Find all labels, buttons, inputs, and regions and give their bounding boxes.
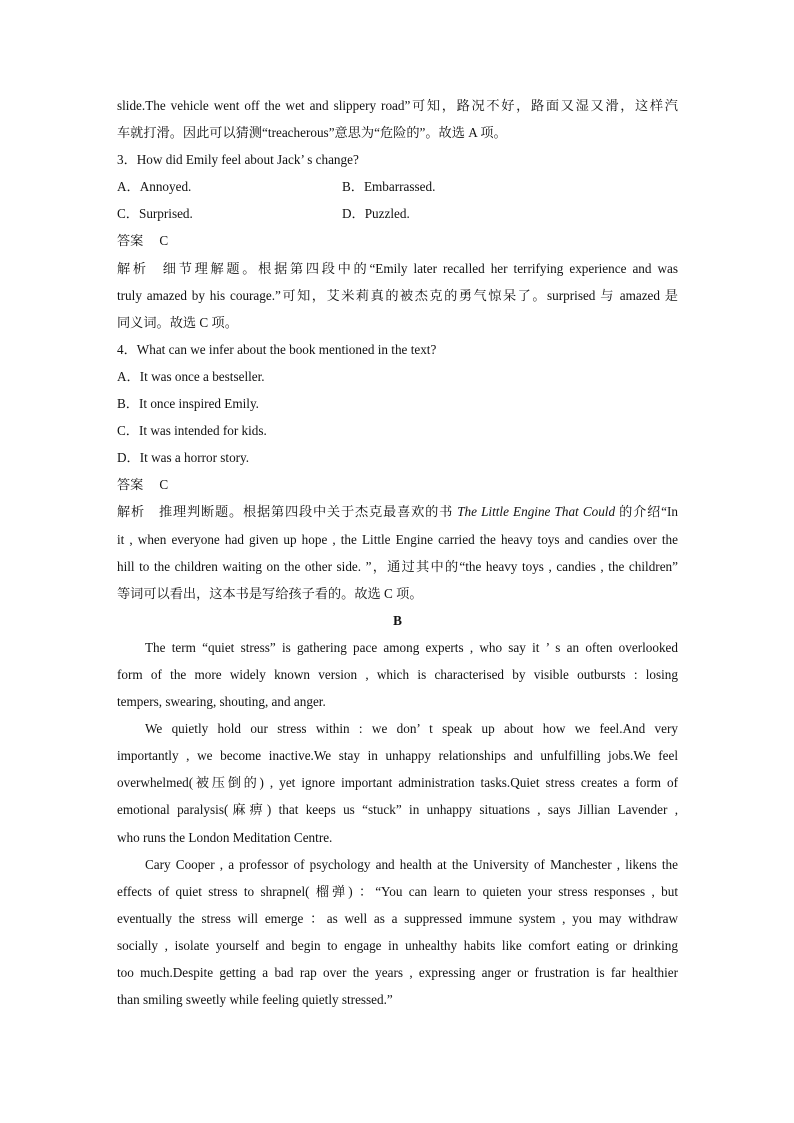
paragraph-line: tempers, swearing, shouting, and anger. (117, 694, 326, 710)
analysis-text: 细节理解题。根据第四段中的“Emily later recalled her terrifying experience and was (162, 260, 679, 276)
paragraph-line: who runs the London Meditation Centre. (117, 829, 333, 845)
analysis-line (117, 255, 678, 282)
option-c: C．It was intended for kids. (117, 423, 267, 439)
option-a: A．It was once a bestseller. (117, 368, 265, 384)
paragraph-line: We quietly hold our stress within : we don’ t speak up about how we feel.And very (145, 721, 678, 737)
question-3: 3．How did Emily feel about Jack’ s change? (117, 152, 359, 168)
option-b: B．It once inspired Emily. (117, 396, 259, 412)
options-row (117, 200, 678, 227)
option-b: B．Embarrassed. (342, 179, 436, 195)
analysis-line: 等词可以看出，这本书是写给孩子看的。故选 C 项。 (117, 585, 423, 601)
analysis-line: 同义词。故选 C 项。 (117, 314, 238, 330)
analysis-text: 的介绍“In (615, 504, 679, 520)
question-4: 4．What can we infer about the book mentioned in the text? (117, 341, 437, 357)
paragraph-line: form of the more widely known version , which is characterised by visible outbursts : losing (117, 666, 678, 682)
option-d: D．Puzzled. (342, 206, 410, 222)
book-title: The Little Engine That Could (457, 504, 616, 520)
answer-value: C (159, 233, 169, 249)
paragraph-line: effects of quiet stress to shrapnel( 榴弹) ：“You can learn to quieten your stress responses , but (117, 883, 678, 899)
text-line: 车就打滑。因此可以猜测“treacherous”意思为“危险的”。故选 A 项。 (117, 125, 507, 141)
analysis-text: 推理判断题。根据第四段中关于杰克最喜欢的书 (159, 504, 458, 520)
answer-value: C (159, 477, 169, 493)
answer-label: 答案 (117, 233, 144, 249)
option-a: A．Annoyed. (117, 179, 192, 195)
answer-line (117, 227, 678, 254)
options-row (117, 173, 678, 200)
analysis-label: 解析 (117, 504, 146, 520)
analysis-line: truly amazed by his courage.”可知，艾米莉真的被杰克的勇气惊呆了。surprised 与 amazed 是 (117, 287, 678, 303)
paragraph-line: overwhelmed(被压倒的) , yet ignore important administration tasks.Quiet stress creates a form of (117, 775, 678, 791)
analysis-line: it , when everyone had given up hope , the Little Engine carried the heavy toys and candies over the (117, 531, 678, 547)
section-heading: B (393, 612, 402, 628)
paragraph-line: The term “quiet stress” is gathering pace among experts , who say it ’ s an often overlooked (145, 639, 678, 655)
answer-line (117, 471, 678, 498)
paragraph-line: too much.Despite getting a bad rap over the years , expressing anger or frustration is far healthier (117, 965, 678, 980)
answer-label: 答案 (117, 477, 144, 493)
paragraph-line: eventually the stress will emerge ：as well as a suppressed immune system , you may withdraw (117, 910, 678, 926)
text-line: slide.The vehicle went off the wet and slippery road”可知，路况不好，路面又湿又滑，这样汽 (117, 98, 678, 113)
paragraph-line: importantly , we become inactive.We stay in unhappy relationships and unfulfilling jobs.We feel (117, 748, 678, 764)
analysis-line (117, 498, 678, 525)
option-c: C．Surprised. (117, 206, 193, 222)
paragraph-line: Cary Cooper , a professor of psychology and health at the University of Manchester , likens the (145, 856, 678, 872)
paragraph-line: emotional paralysis(麻痹) that keeps us “stuck” in unhappy situations , says Jillian Lavender , (117, 802, 678, 818)
option-d: D．It was a horror story. (117, 450, 250, 466)
analysis-line: hill to the children waiting on the other side. ”，通过其中的“the heavy toys , candies , the children” (117, 558, 678, 574)
analysis-label: 解析 (117, 260, 149, 276)
paragraph-line: than smiling sweetly while feeling quietly stressed.” (117, 992, 393, 1008)
document-page (117, 92, 678, 1013)
paragraph-line: socially , isolate yourself and begin to engage in unhealthy habits like comfort eating or drinking (117, 937, 678, 953)
